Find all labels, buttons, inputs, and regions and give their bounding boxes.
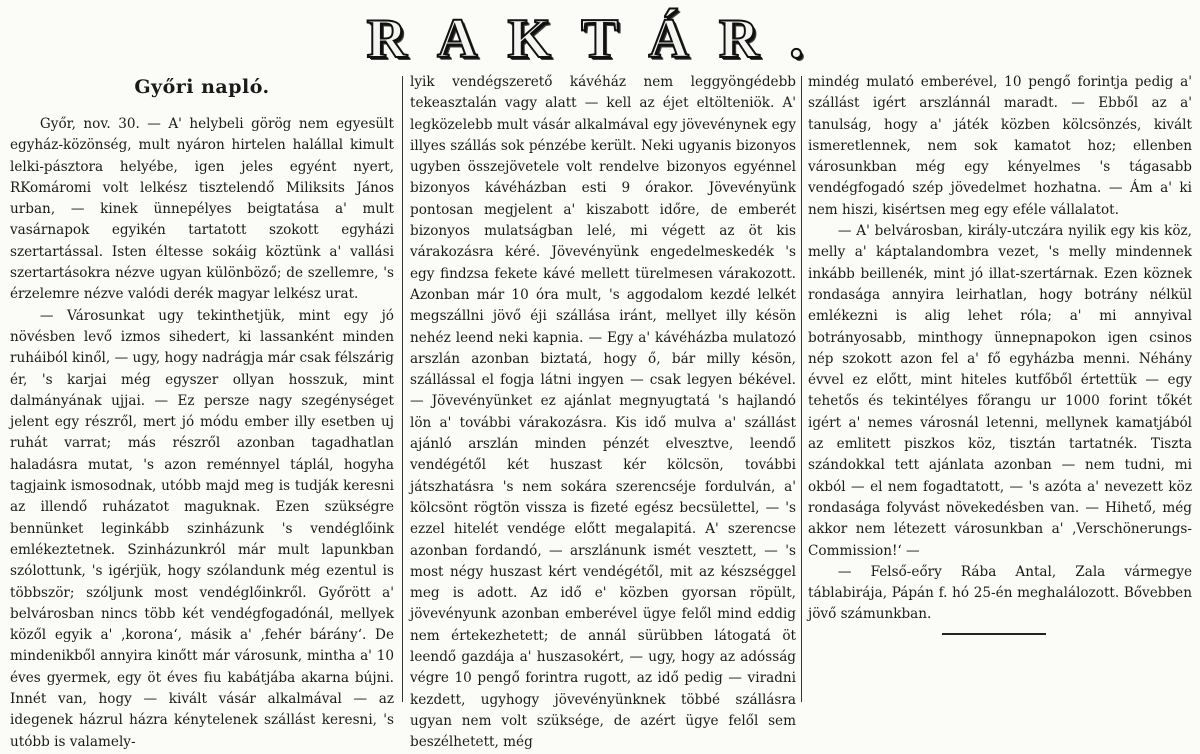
paragraph: mindég mulató emberével, 10 pengő forintja pedig a' szállást igért arszlánnál maradt. — Ebből az a' tanulság, hogy a' játék közben kölcsönzés, kivált ismeretlennek, nem sok kamatot hoz; ellenben városunkban még egy kényelmes 's tágasabb vendégfogadó szép jövedelmet hozhatna. — Ám a' ki nem hiszi, kisértsen meg egy eféle vállalatot. — [808, 74, 1192, 218]
paragraph: — Felső-eőry Rába Antal, Zala vármegye táblabirája, Pápán f. hó 25-én meghalálozott. Bővebben jövő számunkban. — [808, 563, 1192, 623]
column-3 — [808, 72, 1192, 700]
end-rule — [942, 633, 1046, 635]
column-divider — [402, 76, 403, 702]
paragraph: lyik vendégszerető kávéház nem leggyöngédebb tekeasztalán vagy alatt — kell az éjet eltölteniök. A' legközelebb mult vásár alkalmával egy jövevénynek egy illyes szállás sok pénzébe került. Neki ugyanis bizonyos ugyben összejövetele volt rendelve bizonyos egyénnel bizonyos kávéházban esti 9 órakor. Jövevényünk pontosan megjelent a' kiszabott időre, de emberét bizonyos mulatságban lelé, mi végett az öt kis várakozásra kéré. Jövevényünk engedelmeskedék 's egy findzsa fekete kávé mellett türelmesen várakozott. Azonban már 10 óra mult, 's aggodalom kezdé lelkét megszállni jövő éji szállása iránt, mellyet illy késön nehéz leend neki kapnia. — Egy a' kávéházba mulatozó arszlán azonban biztatá, hogy ő, bár milly késön, szállással el fogja látni ingyen — csak legyen békével. — Jövevényünket ez ajánlat megnyugtatá 's hajlandó lön a' további várakozásra. Kis idő mulva a' szállást ajánló arszlán minden pénzét elvesztve, leendő vendégétől két huszast kér kölcsön, további játszhatásra 's nem sokára szerencséje fordulván, a' kölcsönt rögtön vissza is fizeté egész becsülettel, — 's ezzel hitelét vendége előtt megalapitá. A' szerencse azonban fordandó, — arszlánunk ismét vesztett, — 's most négy huszast kért vendégétől, mit az készséggel meg is adott. Az idő e' közben gyorsan röpült, jövevényunk azonban emberével ügye felől mind eddig nem értekezhetett; de annál sürübben látogatá öt leendő gazdája a' huszasokért, — ugy, hogy az adósság végre 10 pengő forintra rugott, az idő pedig — viradni kezdett, ugyhogy jövevényünknek többé szállásra ugyan nem volt szüksége, de azért ügye felől sem beszélhetett, még — [410, 74, 796, 751]
column-divider — [801, 76, 802, 702]
masthead — [0, 8, 1200, 70]
paragraph: Győr, nov. 30. — A' helybeli görög nem egyesült egyház-közönség, mult nyáron hirtelen halállal kimult lelki-pásztora helyébe, igen jeles egyént nyert, RKomáromi volt lelkész tisztelendő Miliksits János urban, — kinek ünnepélyes beigtatása a' mult vasárnapok egyikén tartatott szokott egyházi szertartással. Isten éltesse sokáig köztünk a' vallási szertartásokra nézve ugyan különböző; de szellemre, 's érzelemre nézve valódi derék magyar lelkész urat. — [10, 116, 394, 303]
column-2 — [410, 72, 796, 751]
section-heading: Győri napló. — [134, 76, 270, 98]
column-1 — [10, 74, 394, 750]
paragraph: — A' belvárosban, király-utczára nyilik egy kis köz, melly a' káptalandombra vezet, 's melly mindennek inkább beillenék, mint jó illat-szertárnak. Ezen köznek rondasága annyira leirhatlan, hogy botrány nélkül emlékezni is alig lehet róla; a' mi annyival botrányosabb, minthogy ünnepnapokon igen csinos nép szokott azon fel a' fő egyházba menni. Néhány évvel ez előtt, mint hiteles kutfőből értettük — egy tehetős és tekintélyes főrangu ur 1000 forint tőkét igért a' nemes városnál letenni, mellynek kamatjából az emlitett piszkos köz, tisztán tartatnék. Tiszta szándokkal tett ajánlata azonban — nem tudni, mi okból — el nem fogadtatott, — 's azóta a' nevezett köz rondasága folyvást növekedésben van. — Hihető, még akkor nem létezett városunkban a' ‚Verschönerungs-Commission!‘ — — [808, 223, 1192, 559]
masthead-title: RAKTÁR. — [366, 8, 834, 70]
paragraph: — Városunkat ugy tekinthetjük, mint egy jó növésben levő izmos sihedert, ki lassanként minden ruháiból kinől, — ugy, hogy nadrágja már csak félszárig ér, 's karjai még egyszer ollyan hosszuk, mint dalmányának ujjai. — Ez persze nagy szegénységet jelent egy részről, mert jó módu ember illy esetben uj ruhát varrat; más részről azonban tagadhatlan haladásra mutat, 's azon reménnyel táplál, hogyha tagjaink ismosodnak, utóbb majd meg is tudják keresni az illendő ruházatot maguknak. Ezen szükségre bennünket leginkább szinházunk 's vendéglőink emlékeztetnek. Szinházunkról már mult lapunkban szólottunk, 's igérjük, hogy szólandunk még ezentul is többször; szóljunk most vendéglőinkről. Győrött a' belvárosban nincs több két vendégfogadónál, mellyek közől egyik a' ‚korona‘, másik a' ‚fehér bárány‘. De mindenikből annyira kinőtt már városunk, mintha a' 10 éves gyermek, egy öt éves fiu kabátjába akarna bújni. Innét van, hogy — kivált vásár alkalmával — az idegenek házrul házra kénytelenek szállást keresni, 's utóbb is valamely- — [10, 307, 394, 750]
